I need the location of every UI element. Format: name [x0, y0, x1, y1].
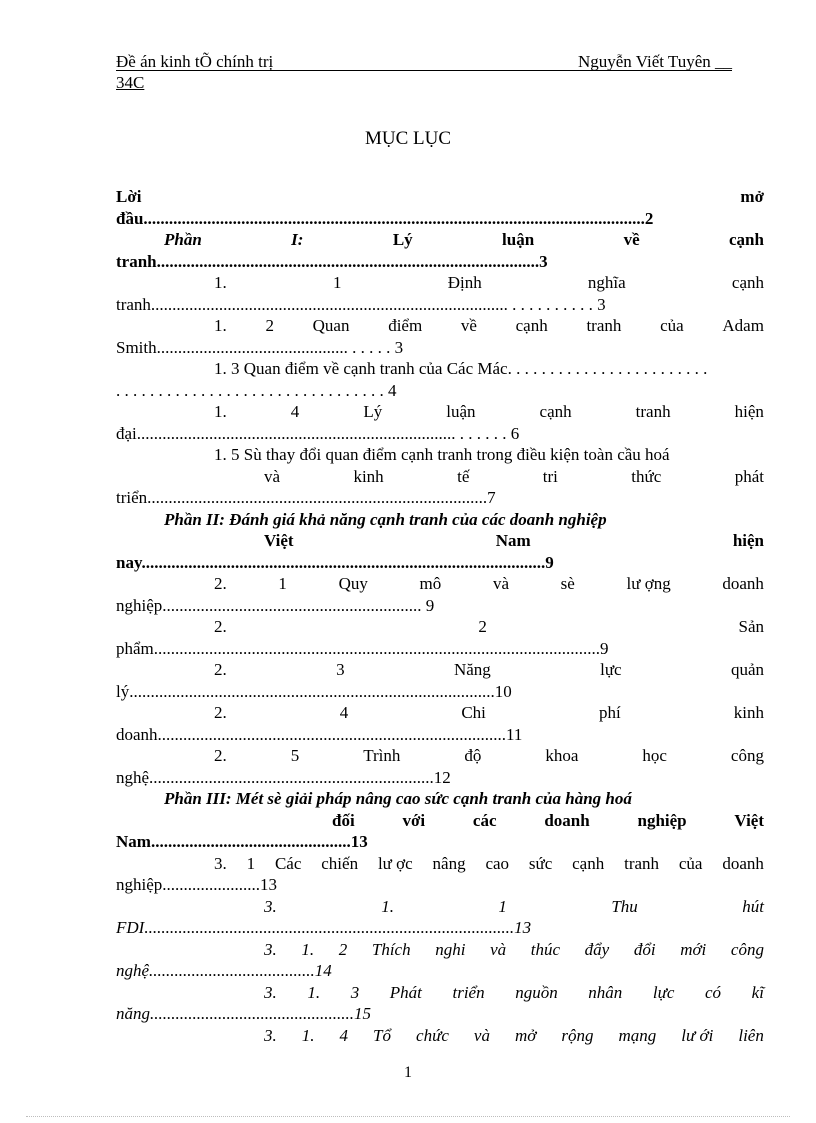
toc-word: nghiệp	[637, 810, 687, 830]
toc-line	[116, 1025, 764, 1047]
toc-word: 2.	[214, 660, 227, 679]
toc-leader: nghiệp............................................................. 9	[116, 595, 435, 615]
toc-word: 2	[338, 939, 348, 959]
toc-line: 1. 5 Sù thay đổi quan điểm cạnh tranh trong điều kiện toàn cầu hoá	[214, 445, 670, 464]
toc-word: công	[730, 939, 764, 959]
toc-word: 4	[339, 1025, 349, 1045]
toc-word: các	[472, 810, 497, 830]
toc-word: 2.	[214, 574, 227, 593]
toc-word: thúc	[530, 939, 561, 959]
toc-word: 4	[339, 703, 349, 722]
toc-word: về	[623, 230, 640, 249]
header-right-text: Nguyễn Viết Tuyên __	[577, 52, 732, 71]
toc-word: Định	[447, 273, 482, 292]
toc-word: 2.	[214, 617, 227, 636]
toc-word: lư ợc	[377, 853, 413, 873]
header-class-code: 34C	[116, 73, 145, 92]
toc-heading: Phần III: Mét sè giải pháp nâng cao sức cạnh tranh của hàng hoá	[164, 789, 632, 808]
toc-word: lư ợng	[626, 574, 671, 593]
toc-line	[116, 788, 764, 810]
toc-word: 3.	[264, 939, 277, 959]
toc-word: hiện	[732, 531, 764, 550]
toc-leader: FDI.......................................................................................13	[116, 918, 532, 937]
toc-word: Việt	[264, 531, 294, 550]
toc-line	[116, 939, 764, 961]
toc-word: 5	[290, 746, 300, 765]
toc-line	[116, 315, 764, 337]
page-bottom-border	[26, 1116, 790, 1117]
toc-word: 4	[290, 402, 300, 421]
toc-line	[116, 186, 764, 208]
toc-word: và	[490, 939, 507, 959]
toc-line	[116, 745, 764, 767]
toc-word: lư ới	[681, 1025, 714, 1045]
toc-word: học	[642, 746, 667, 765]
toc-word: Trình	[363, 746, 401, 765]
toc-leader: nay...............................................................................................9	[116, 552, 554, 572]
toc-word: Chi	[461, 703, 486, 722]
toc-word: có	[705, 982, 722, 1002]
toc-leader: nghiệp.......................13	[116, 875, 278, 894]
toc-word: Phát	[389, 982, 422, 1002]
toc-word: 3.	[264, 896, 277, 916]
page-number: 1	[404, 1064, 412, 1081]
toc-word: kinh	[733, 703, 764, 722]
header-left-text: Đề án kinh tÕ chính trị	[116, 52, 274, 71]
toc-word: Quy	[338, 574, 368, 593]
toc-word: Lời	[116, 187, 142, 206]
toc-word: 3	[350, 982, 360, 1002]
toc-word: liên	[738, 1025, 764, 1045]
toc-word: tế	[457, 466, 470, 486]
toc-word: Năng	[453, 660, 491, 679]
toc-leader: triển................................................................................7	[116, 488, 496, 507]
toc-word: cạnh	[539, 402, 572, 421]
toc-word: 2.	[214, 746, 227, 765]
toc-word: 3	[336, 660, 345, 679]
toc-word: 1.	[301, 1025, 315, 1045]
table-of-contents	[116, 186, 764, 1046]
toc-word: 1.	[214, 402, 227, 421]
toc-word: khoa	[545, 746, 579, 765]
toc-word: tri	[542, 466, 558, 486]
toc-leader: đại........................................................................... . . . . . . 6	[116, 423, 520, 443]
toc-word: I:	[291, 230, 304, 249]
toc-word: sức	[528, 853, 553, 873]
toc-word: 1.	[214, 316, 227, 335]
toc-word: đối	[332, 810, 355, 830]
toc-word: cạnh	[515, 316, 548, 335]
toc-line	[116, 616, 764, 638]
toc-word: lực	[652, 982, 675, 1002]
toc-leader: phẩm.........................................................................................................9	[116, 638, 609, 658]
toc-word: của	[678, 853, 703, 873]
toc-word: Thu	[611, 896, 638, 916]
toc-word: Lý	[392, 230, 413, 249]
toc-line	[116, 530, 764, 552]
toc-line: 1. 3 Quan điểm về cạnh tranh của Các Mác. . . . . . . . . . . . . . . . . . . . . . . .	[214, 359, 708, 378]
toc-word: tranh	[635, 402, 671, 421]
toc-leader: doanh..................................................................................11	[116, 724, 523, 744]
header-rule	[116, 70, 732, 71]
toc-leader: tranh..........................................................................................3	[116, 251, 548, 271]
toc-word: doanh	[722, 853, 764, 873]
toc-line	[116, 466, 764, 488]
toc-word: hút	[742, 896, 764, 916]
toc-line	[116, 659, 764, 681]
toc-word: cao	[485, 853, 510, 873]
toc-word: Phần	[164, 230, 202, 249]
toc-line	[116, 982, 764, 1004]
toc-word: và	[264, 466, 281, 486]
toc-word: 2.	[214, 703, 227, 722]
toc-word: luận	[502, 230, 535, 249]
toc-word: luận	[446, 402, 476, 421]
toc-leader: đầu......................................................................................................................2	[116, 208, 654, 228]
toc-word: chiến	[321, 853, 359, 873]
toc-line	[116, 401, 764, 423]
toc-word: 3.	[264, 1025, 277, 1045]
toc-word: 1.	[301, 939, 315, 959]
toc-leader: tranh.................................................................................... . . . . . . . . . . 3	[116, 294, 606, 314]
toc-word: mở	[514, 1025, 537, 1045]
toc-word: Lý	[363, 402, 383, 421]
toc-word: và	[473, 1025, 490, 1045]
toc-word: Thích	[371, 939, 411, 959]
toc-word: Quan	[312, 316, 350, 335]
toc-word: 1	[332, 273, 342, 292]
toc-word: 1.	[307, 982, 321, 1002]
toc-word: triển	[452, 982, 485, 1002]
toc-word: mở	[740, 187, 764, 206]
toc-word: 1.	[214, 273, 227, 292]
toc-word: 2	[478, 617, 487, 636]
toc-line	[116, 573, 764, 595]
toc-leader: Nam...............................................13	[116, 832, 368, 851]
toc-word: kĩ	[751, 982, 764, 1002]
toc-word: tranh	[586, 316, 622, 335]
toc-word: nguồn	[515, 982, 558, 1002]
toc-word: đổi	[633, 939, 656, 959]
toc-word: phát	[734, 466, 764, 486]
toc-word: 3.	[264, 982, 277, 1002]
toc-word: rộng	[561, 1025, 594, 1045]
toc-word: nghi	[435, 939, 466, 959]
toc-word: sè	[560, 574, 575, 593]
toc-word: nhân	[588, 982, 623, 1002]
toc-word: của	[660, 316, 684, 335]
toc-word: mới	[680, 939, 707, 959]
toc-word: Tổ	[373, 1025, 392, 1045]
toc-line	[116, 853, 764, 875]
toc-leader: Smith............................................. . . . . . 3	[116, 337, 404, 357]
toc-word: Việt	[734, 810, 764, 830]
toc-word: quản	[730, 660, 764, 679]
toc-word: cạnh	[728, 230, 764, 249]
toc-word: độ	[464, 746, 482, 765]
toc-word: cạnh	[572, 853, 605, 873]
toc-leader: nghệ.......................................14	[116, 961, 332, 980]
toc-word: 1.	[381, 896, 394, 916]
toc-word: Sản	[738, 617, 764, 636]
toc-leader: nghệ...................................................................12	[116, 767, 451, 787]
toc-leader: lý......................................................................................10	[116, 681, 512, 701]
toc-word: Nam	[495, 531, 531, 550]
toc-word: về	[460, 316, 477, 335]
toc-line	[116, 272, 764, 294]
toc-word: nâng	[432, 853, 466, 873]
toc-word: hiện	[734, 402, 764, 421]
running-header	[116, 52, 732, 70]
toc-word: chức	[416, 1025, 449, 1045]
toc-word: 1	[498, 896, 507, 916]
page-title: MỤC LỤC	[364, 128, 452, 149]
toc-word: với	[402, 810, 426, 830]
toc-word: kinh	[353, 466, 384, 486]
toc-line	[116, 702, 764, 724]
toc-line	[116, 810, 764, 832]
toc-heading: Phần II: Đánh giá khả năng cạnh tranh của các doanh nghiệp	[164, 509, 607, 529]
toc-line	[116, 896, 764, 918]
toc-word: doanh	[544, 810, 590, 830]
toc-word: điểm	[388, 316, 423, 335]
toc-word: Các	[274, 853, 302, 873]
toc-word: tranh	[624, 853, 660, 873]
toc-word: 1	[278, 574, 287, 593]
toc-word: doanh	[722, 574, 764, 593]
toc-word: Adam	[722, 316, 764, 335]
toc-line	[116, 229, 764, 251]
toc-leader: năng................................................15	[116, 1004, 371, 1023]
toc-word: 1	[246, 853, 256, 873]
toc-word: và	[492, 574, 509, 593]
toc-word: mạng	[618, 1025, 657, 1045]
toc-word: đẩy	[584, 939, 610, 959]
toc-word: 2	[265, 316, 274, 335]
toc-word: công	[730, 746, 764, 765]
toc-word: phí	[598, 703, 621, 722]
toc-word: thức	[631, 466, 662, 486]
toc-word: cạnh	[731, 273, 764, 292]
toc-word: nghĩa	[587, 273, 626, 292]
toc-word: 3.	[214, 853, 227, 873]
toc-word: mô	[419, 574, 442, 593]
toc-word: lực	[600, 660, 622, 679]
toc-line	[116, 509, 764, 531]
toc-leader: . . . . . . . . . . . . . . . . . . . . . . . . . . . . . . . . 4	[116, 380, 397, 400]
